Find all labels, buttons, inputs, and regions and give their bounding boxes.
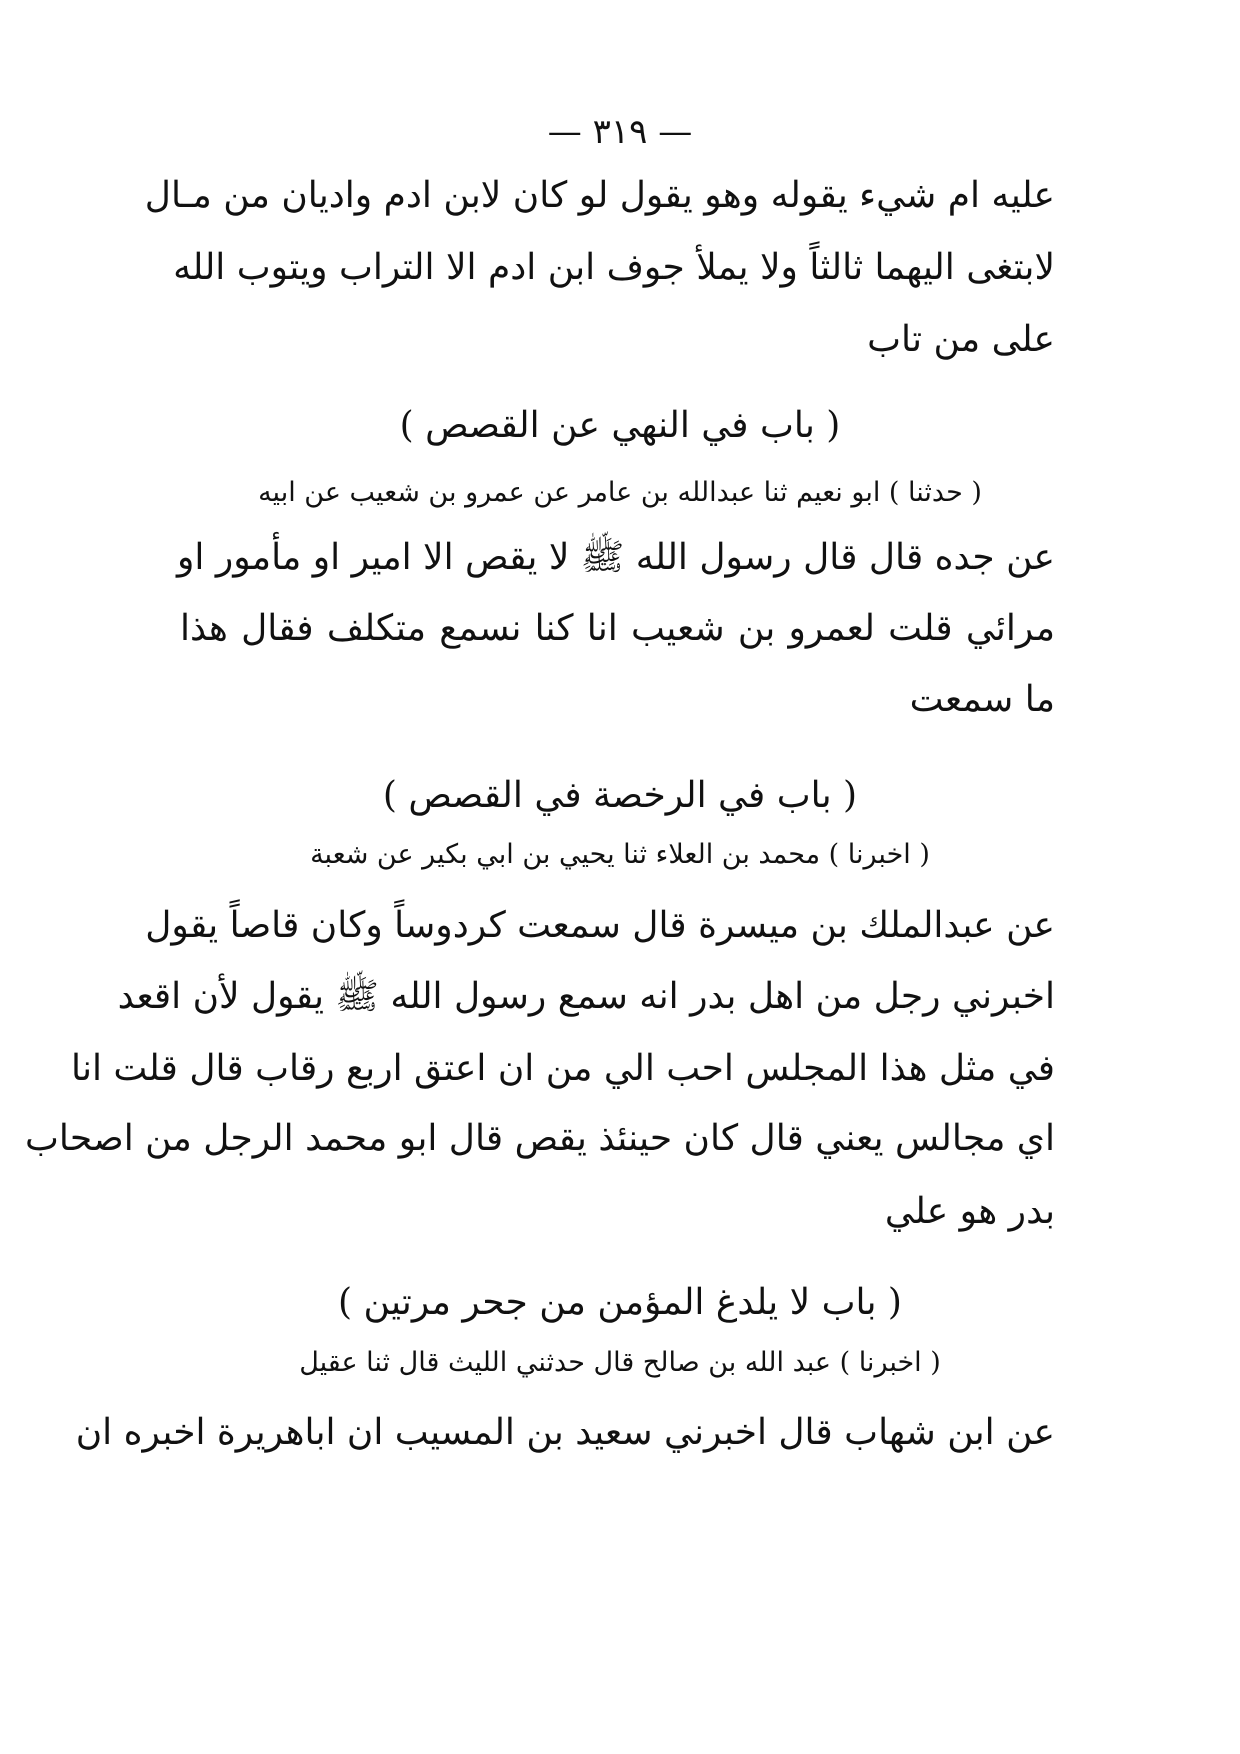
isnad-line: ( حدثنا ) ابو نعيم ثنا عبدالله بن عامر عن عمرو بن شعيب عن ابيه [258,477,982,508]
text-line: لابتغى اليهما ثالثاً ولا يملأ جوف ابن ادم الا التراب ويتوب الله [173,247,1055,288]
text-line: على من تاب [867,319,1055,360]
section-heading: ( باب في الرخصة في القصص ) [382,775,858,816]
text-line: عن ابن شهاب قال اخبرني سعيد بن المسيب ان اباهريرة اخبره ان [75,1412,1055,1453]
text-line: في مثل هذا المجلس احب الي من ان اعتق اربع رقاب قال قلت انا [70,1048,1055,1089]
text-line: عن جده قال قال رسول الله ﷺ لا يقص الا امير او مأمور او [176,537,1055,578]
text-line: ما سمعت [909,679,1055,720]
isnad-line: ( اخبرنا ) عبد الله بن صالح قال حدثني الليث قال ثنا عقيل [299,1347,941,1378]
text-line: عليه ام شيء يقوله وهو يقول لو كان لابن ادم واديان من مـال [144,175,1055,216]
text-line: مرائي قلت لعمرو بن شعيب انا كنا نسمع متكلف فقال هذا [180,608,1055,649]
section-heading: ( باب لا يلدغ المؤمن من جحر مرتين ) [338,1282,902,1323]
text-line: بدر هو علي [884,1191,1055,1232]
section-heading: ( باب في النهي عن القصص ) [399,405,841,446]
text-line: اخبرني رجل من اهل بدر انه سمع رسول الله ﷺ يقول لأن اقعد [117,976,1055,1017]
text-line: عن عبدالملك بن ميسرة قال سمعت كردوساً وكان قاصاً يقول [145,905,1055,946]
text-line: اي مجالس يعني قال كان حينئذ يقص قال ابو محمد الرجل من اصحاب [25,1118,1055,1159]
page-number: — ٣١٩ — [547,112,693,152]
isnad-line: ( اخبرنا ) محمد بن العلاء ثنا يحيي بن ابي بكير عن شعبة [310,839,930,870]
